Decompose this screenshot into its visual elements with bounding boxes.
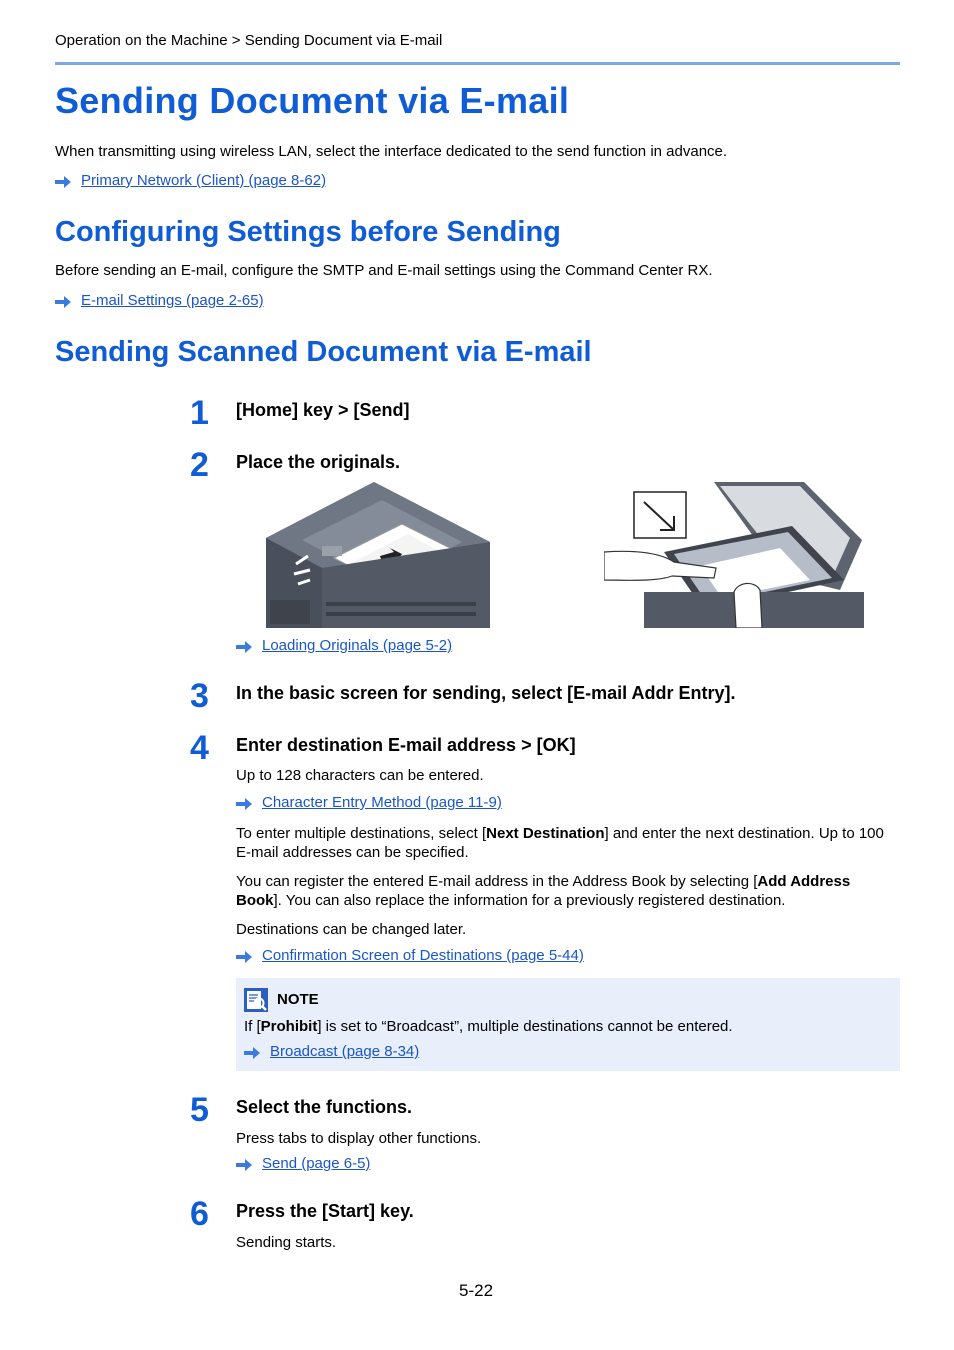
step-number: 6: [190, 1195, 209, 1233]
arrow-right-icon: [236, 641, 252, 653]
arrow-right-icon: [55, 296, 71, 308]
step4-text-3: You can register the entered E-mail address in the Address Book by selecting [Add Address Book]. You can also replace the information for a previously registered destination.: [236, 873, 851, 909]
arrow-right-icon: [244, 1047, 260, 1059]
step-title: Enter destination E-mail address > [OK]: [236, 735, 576, 755]
document-feeder-illustration: [262, 480, 492, 628]
arrow-right-icon: [236, 798, 252, 810]
step-title: Press the [Start] key.: [236, 1201, 414, 1221]
platen-glass-illustration: [604, 480, 866, 628]
step4-text-4: Destinations can be changed later.: [236, 921, 467, 938]
step-title: Place the originals.: [236, 452, 401, 472]
note-text: If [Prohibit] is set to “Broadcast”, multiple destinations cannot be entered.: [244, 1018, 733, 1035]
step-number: 2: [190, 446, 209, 484]
arrow-right-icon: [236, 1159, 252, 1171]
page-title: Sending Document via E-mail: [55, 80, 570, 121]
note-label: NOTE: [277, 991, 319, 1008]
step-number: 3: [190, 677, 209, 715]
section1-text: Before sending an E-mail, configure the SMTP and E-mail settings using the Command Center RX.: [55, 262, 713, 279]
step-title: Select the functions.: [236, 1097, 413, 1117]
step5-text: Press tabs to display other functions.: [236, 1130, 482, 1147]
step-number: 5: [190, 1091, 209, 1129]
arrow-right-icon: [236, 951, 252, 963]
note-icon: [244, 988, 268, 1012]
intro-text: When transmitting using wireless LAN, select the interface dedicated to the send function in advance.: [55, 143, 728, 160]
character-entry-link[interactable]: Character Entry Method (page 11-9): [262, 794, 502, 811]
step4-text-1: Up to 128 characters can be entered.: [236, 767, 484, 784]
arrow-right-icon: [55, 176, 71, 188]
section-heading-sending: Sending Scanned Document via E-mail: [55, 336, 592, 368]
step-number: 4: [190, 729, 209, 767]
page-number: 5-22: [459, 1281, 494, 1300]
email-settings-link[interactable]: E-mail Settings (page 2-65): [81, 292, 264, 309]
send-link[interactable]: Send (page 6-5): [262, 1155, 371, 1172]
step-number: 1: [190, 394, 209, 432]
loading-originals-link[interactable]: Loading Originals (page 5-2): [262, 637, 453, 654]
step4-text-2: To enter multiple destinations, select [Next Destination] and enter the next destination. Up to 100 E-mail addresses can be specified.: [236, 825, 884, 861]
breadcrumb: Operation on the Machine > Sending Document via E-mail: [55, 32, 443, 49]
step-title: In the basic screen for sending, select [E-mail Addr Entry].: [236, 683, 736, 703]
primary-network-link[interactable]: Primary Network (Client) (page 8-62): [81, 172, 327, 189]
section-heading-configuring: Configuring Settings before Sending: [55, 216, 561, 248]
step6-text: Sending starts.: [236, 1234, 337, 1251]
step-title: [Home] key > [Send]: [236, 400, 410, 420]
header-rule: [55, 62, 900, 65]
broadcast-link[interactable]: Broadcast (page 8-34): [270, 1043, 420, 1060]
confirmation-screen-link[interactable]: Confirmation Screen of Destinations (page 5-44): [262, 947, 584, 964]
